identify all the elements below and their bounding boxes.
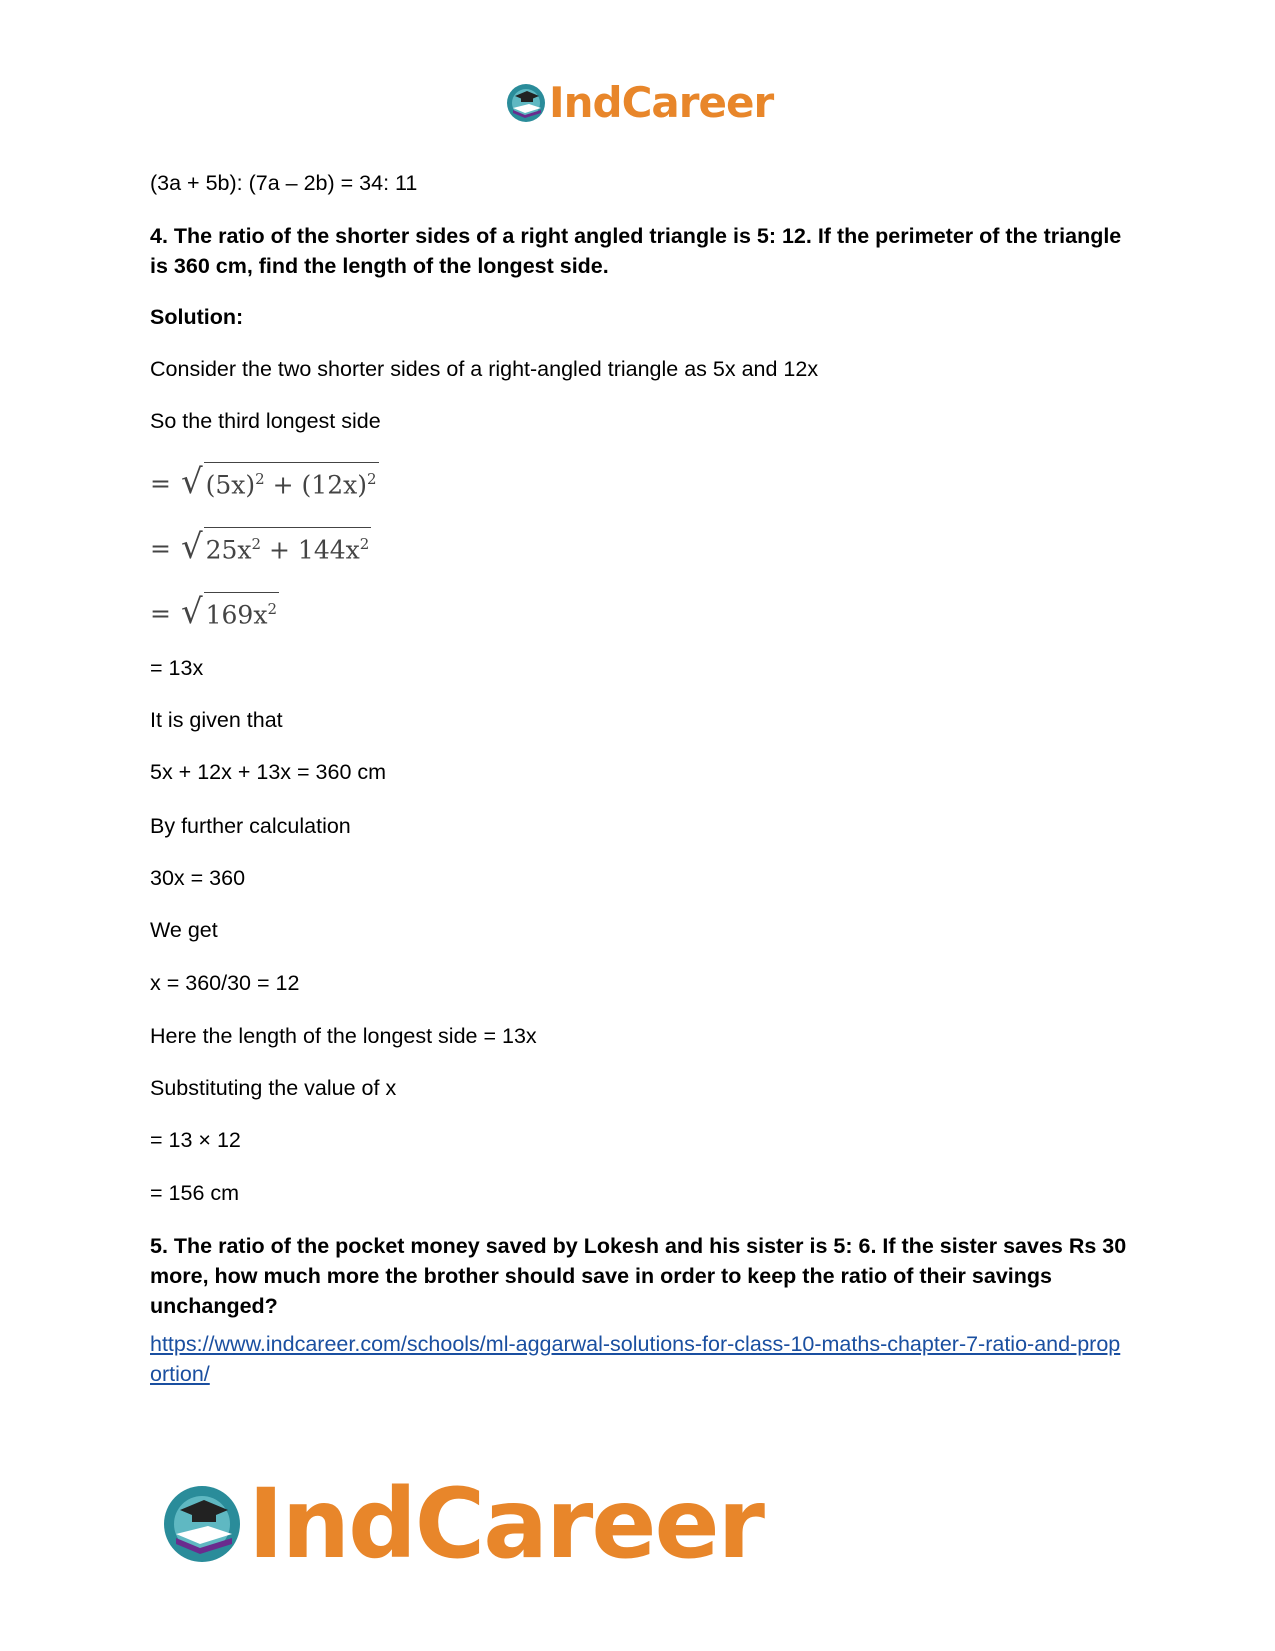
solution-heading: Solution: xyxy=(150,305,244,329)
solution-line: = 156 cm xyxy=(150,1181,240,1205)
term: 169x xyxy=(205,600,268,630)
exponent: 2 xyxy=(359,535,370,553)
sqrt-symbol: √ xyxy=(180,462,203,503)
source-link[interactable]: https://www.indcareer.com/schools/ml-aggarwal-solutions-for-class-10-maths-chapter-7-ratio-and-proportion/ xyxy=(150,1332,1121,1386)
logo-wordmark: IndCareer xyxy=(248,1468,763,1580)
solution-line: Consider the two shorter sides of a right-angled triangle as 5x and 12x xyxy=(150,357,819,381)
radicand xyxy=(204,527,372,564)
equals-sign: = xyxy=(150,469,171,499)
solution-line: = 13x xyxy=(150,656,204,680)
footer-logo xyxy=(160,1468,763,1580)
solution-line: = 13 × 12 xyxy=(150,1128,241,1152)
term: + (12x) xyxy=(264,470,367,500)
exponent: 2 xyxy=(255,470,265,488)
equation-result: (3a + 5b): (7a – 2b) = 34: 11 xyxy=(150,171,418,195)
solution-line: Substituting the value of x xyxy=(150,1076,397,1100)
graduation-cap-book-icon xyxy=(505,82,547,124)
solution-line: By further calculation xyxy=(150,814,351,838)
graduation-cap-book-icon xyxy=(160,1482,244,1566)
solution-line: 30x = 360 xyxy=(150,866,246,890)
equals-sign: = xyxy=(150,534,171,564)
solution-line: 5x + 12x + 13x = 360 cm xyxy=(150,760,387,784)
question-4: 4. The ratio of the shorter sides of a right angled triangle is 5: 12. If the perimeter of the triangle is 360 cm, find the length of the longest side. xyxy=(150,224,1122,278)
radicand xyxy=(204,462,379,499)
solution-line: So the third longest side xyxy=(150,409,381,433)
solution-line: We get xyxy=(150,918,218,942)
radicand xyxy=(204,592,279,629)
exponent: 2 xyxy=(267,600,277,618)
term: (5x) xyxy=(205,470,256,500)
header-logo xyxy=(505,78,773,127)
sqrt-symbol: √ xyxy=(180,592,203,633)
exponent: 2 xyxy=(366,470,377,488)
exponent: 2 xyxy=(251,535,262,553)
solution-line: Here the length of the longest side = 13x xyxy=(150,1024,537,1048)
solution-line: x = 360/30 = 12 xyxy=(150,971,300,995)
sqrt-symbol: √ xyxy=(180,527,203,568)
math-step-3 xyxy=(150,592,279,633)
logo-wordmark: IndCareer xyxy=(549,78,774,127)
question-5: 5. The ratio of the pocket money saved by Lokesh and his sister is 5: 6. If the sister saves Rs 30 more, how much more the brother should save in order to keep the ratio of their savings unchanged? xyxy=(150,1234,1127,1318)
math-step-1 xyxy=(150,462,379,503)
term: 25x xyxy=(205,535,252,565)
term: + 144x xyxy=(261,535,360,565)
equals-sign: = xyxy=(150,599,171,629)
math-step-2 xyxy=(150,527,371,568)
solution-line: It is given that xyxy=(150,708,283,732)
